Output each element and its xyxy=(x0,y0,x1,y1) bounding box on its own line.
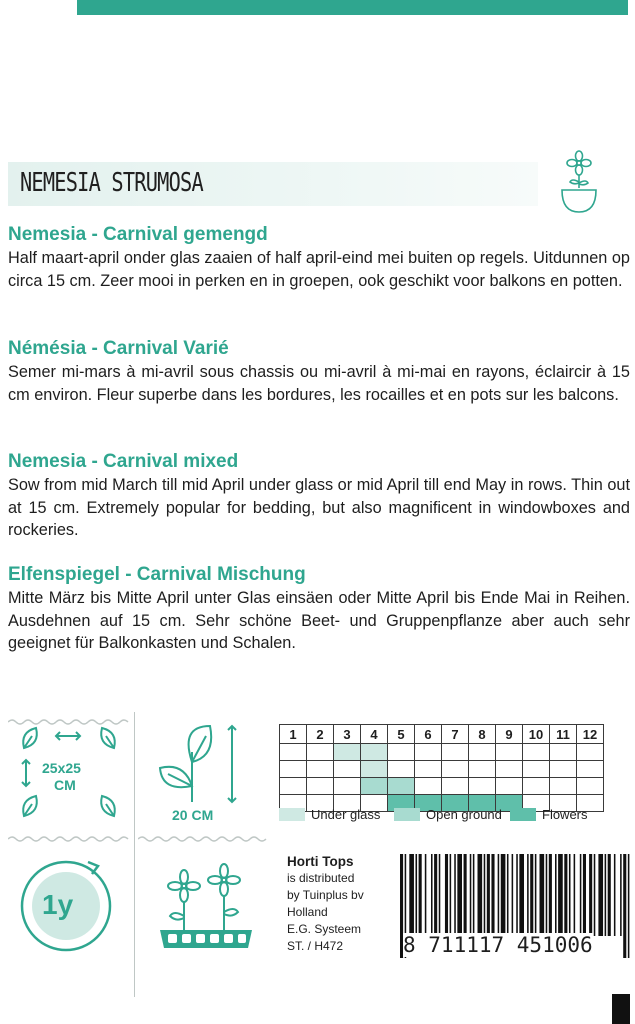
calendar-cell xyxy=(334,778,361,795)
barcode-bar xyxy=(512,854,514,936)
distributor-line: ST. / H472 xyxy=(287,939,344,953)
legend-label: Open ground xyxy=(426,807,502,822)
section-text: Half maart-april onder glas zaaien of half april-eind mei buiten op regels. Uitdunnen op circa 15 cm. Zeer mooi in perken en in groepen, ook geschikt voor balkons en potten. xyxy=(8,249,630,290)
calendar-cell xyxy=(388,744,415,761)
barcode-bar xyxy=(454,854,456,936)
plant-height-icon xyxy=(156,722,246,806)
calendar-cell xyxy=(415,744,442,761)
barcode-bar xyxy=(416,854,418,936)
barcode-bar xyxy=(434,854,437,936)
barcode-bar xyxy=(580,854,582,936)
legend-under-glass xyxy=(279,807,380,822)
distributor-line: E.G. Systeem xyxy=(287,922,362,936)
calendar-cell xyxy=(496,761,523,778)
calendar-cell xyxy=(415,778,442,795)
barcode-bar xyxy=(498,854,500,936)
calendar-cell xyxy=(388,761,415,778)
barcode-bar xyxy=(628,854,630,958)
section-french xyxy=(8,338,630,406)
barcode-bar xyxy=(620,854,622,936)
calendar-cell xyxy=(523,744,550,761)
barcode-bar xyxy=(549,854,552,936)
section-text: Semer mi-mars à mi-avril sous chassis ou mi-avril à mi-mai en rayons, éclaircir à 15 cm environ. Fleur superbe dans les bordures, les rocailles et en pots sur les balcons. xyxy=(8,363,630,404)
barcode-bar xyxy=(623,854,626,958)
calendar-cell xyxy=(415,761,442,778)
month-cell: 9 xyxy=(496,725,523,744)
barcode-bar xyxy=(519,854,524,936)
month-cell: 10 xyxy=(523,725,550,744)
height-value: 20 CM xyxy=(172,807,214,823)
calendar-cell xyxy=(334,744,361,761)
calendar-cell xyxy=(577,778,604,795)
barcode-bar xyxy=(608,854,611,936)
legend-swatch xyxy=(394,808,420,821)
legend-swatch xyxy=(279,808,305,821)
section-title: Némésia - Carnival Varié xyxy=(8,338,229,359)
calendar-cell xyxy=(307,778,334,795)
barcode-bar xyxy=(546,854,548,936)
vertical-divider xyxy=(134,712,135,997)
barcode-bar xyxy=(605,854,607,936)
barcode-bar xyxy=(478,854,483,936)
section-title: Nemesia - Carnival gemengd xyxy=(8,224,268,245)
legend-open-ground xyxy=(394,807,502,822)
calendar-cell xyxy=(361,744,388,761)
distributor-line: by Tuinplus bv xyxy=(287,888,364,902)
calendar-row-under-glass xyxy=(280,761,604,778)
month-cell: 12 xyxy=(577,725,604,744)
spacing-value: 25x25 xyxy=(42,760,81,776)
brand-name: Horti Tops xyxy=(287,854,354,869)
legend-swatch xyxy=(510,808,536,821)
legend-flowers xyxy=(510,807,588,822)
print-register-mark xyxy=(612,994,630,1024)
barcode-bar xyxy=(516,854,518,936)
calendar-cell xyxy=(361,761,388,778)
month-cell: 4 xyxy=(361,725,388,744)
barcode-bar xyxy=(501,854,506,936)
distributor-info xyxy=(287,853,364,955)
wavy-divider xyxy=(138,835,268,843)
section-dutch xyxy=(8,224,630,292)
section-german xyxy=(8,564,630,655)
calendar-cell xyxy=(496,778,523,795)
lifecycle-label: 1y xyxy=(42,889,74,920)
month-cell: 7 xyxy=(442,725,469,744)
calendar-cell xyxy=(469,761,496,778)
legend-label: Under glass xyxy=(311,807,381,822)
flower-pot-logo-icon xyxy=(556,148,602,214)
calendar-cell xyxy=(388,778,415,795)
month-cell: 11 xyxy=(550,725,577,744)
barcode-bar xyxy=(487,854,490,936)
barcode-bar xyxy=(470,854,472,936)
calendar-row-under-glass xyxy=(280,744,604,761)
calendar-cell xyxy=(442,744,469,761)
species-name: NEMESIA STRUMOSA xyxy=(20,168,203,198)
month-cell: 2 xyxy=(307,725,334,744)
seedling-tray-icon xyxy=(156,856,256,954)
barcode-bar xyxy=(555,854,557,936)
calendar-cell xyxy=(577,761,604,778)
barcode-bar xyxy=(598,854,603,936)
month-cell: 1 xyxy=(280,725,307,744)
barcode-bar xyxy=(594,854,596,936)
barcode-bar xyxy=(464,854,467,936)
calendar-cell xyxy=(577,744,604,761)
calendar-cell xyxy=(280,744,307,761)
calendar-cell xyxy=(523,761,550,778)
legend-label: Flowers xyxy=(542,807,588,822)
barcode-bar xyxy=(473,854,475,936)
barcode-bar xyxy=(535,854,537,936)
section-title: Elfenspiegel - Carnival Mischung xyxy=(8,564,306,585)
month-cell: 5 xyxy=(388,725,415,744)
barcode-bar xyxy=(450,854,452,936)
barcode-bar xyxy=(491,854,494,936)
barcode-number: 8 711117 451006 xyxy=(403,933,593,957)
wavy-divider xyxy=(8,835,132,843)
barcode-bar xyxy=(589,854,592,936)
section-text: Mitte März bis Mitte April unter Glas einsäen oder Mitte April bis Ende Mai in Reihen. Ausdehnen auf 15 cm. Sehr schöne Beet- und Gruppenpflanze aber auch sehr geeignet für Balkonkasten und Schalen. xyxy=(8,589,630,652)
section-title: Nemesia - Carnival mixed xyxy=(8,451,239,472)
barcode-bar xyxy=(558,854,563,936)
section-text: Sow from mid March till mid April under glass or mid April till end May in rows. Thin out at 15 cm. Extremely popular for bedding, but also magnificent in windowboxes and rockeries. xyxy=(8,476,630,539)
calendar-cell xyxy=(307,761,334,778)
calendar-row-open-ground xyxy=(280,778,604,795)
barcode-bar xyxy=(431,854,433,936)
barcode-bar xyxy=(409,854,414,936)
calendar-cell xyxy=(469,744,496,761)
calendar-cell xyxy=(523,778,550,795)
barcode-bar xyxy=(564,854,567,936)
barcode-bar xyxy=(425,854,427,936)
barcode-bar xyxy=(574,854,576,936)
calendar-cell xyxy=(550,778,577,795)
month-cell: 3 xyxy=(334,725,361,744)
barcode-bar xyxy=(614,854,616,936)
top-accent-bar xyxy=(77,0,628,15)
barcode-bar xyxy=(439,854,441,936)
barcode-bar xyxy=(419,854,422,936)
calendar-cell xyxy=(442,778,469,795)
calendar-cell xyxy=(361,778,388,795)
calendar-cell xyxy=(469,778,496,795)
calendar-cell xyxy=(280,761,307,778)
barcode-bar xyxy=(507,854,509,936)
spacing-unit: CM xyxy=(54,777,76,793)
calendar-cell xyxy=(280,778,307,795)
sowing-calendar xyxy=(279,724,604,812)
calendar-cell xyxy=(334,761,361,778)
month-cell: 6 xyxy=(415,725,442,744)
calendar-cell xyxy=(307,744,334,761)
calendar-cell xyxy=(550,744,577,761)
calendar-cell xyxy=(442,761,469,778)
distributor-line: Holland xyxy=(287,905,328,919)
barcode-bar xyxy=(569,854,571,936)
calendar-cell xyxy=(550,761,577,778)
barcode-bar xyxy=(583,854,586,936)
barcode-bar xyxy=(445,854,448,936)
month-cell: 8 xyxy=(469,725,496,744)
barcode-bar xyxy=(540,854,545,936)
barcode-bar xyxy=(530,854,533,936)
section-english xyxy=(8,451,630,542)
calendar-cell xyxy=(496,744,523,761)
barcode-bar xyxy=(457,854,462,936)
barcode-bar xyxy=(484,854,486,936)
distributor-line: is distributed xyxy=(287,871,355,885)
barcode-bar xyxy=(527,854,529,936)
calendar-month-row xyxy=(280,725,604,744)
